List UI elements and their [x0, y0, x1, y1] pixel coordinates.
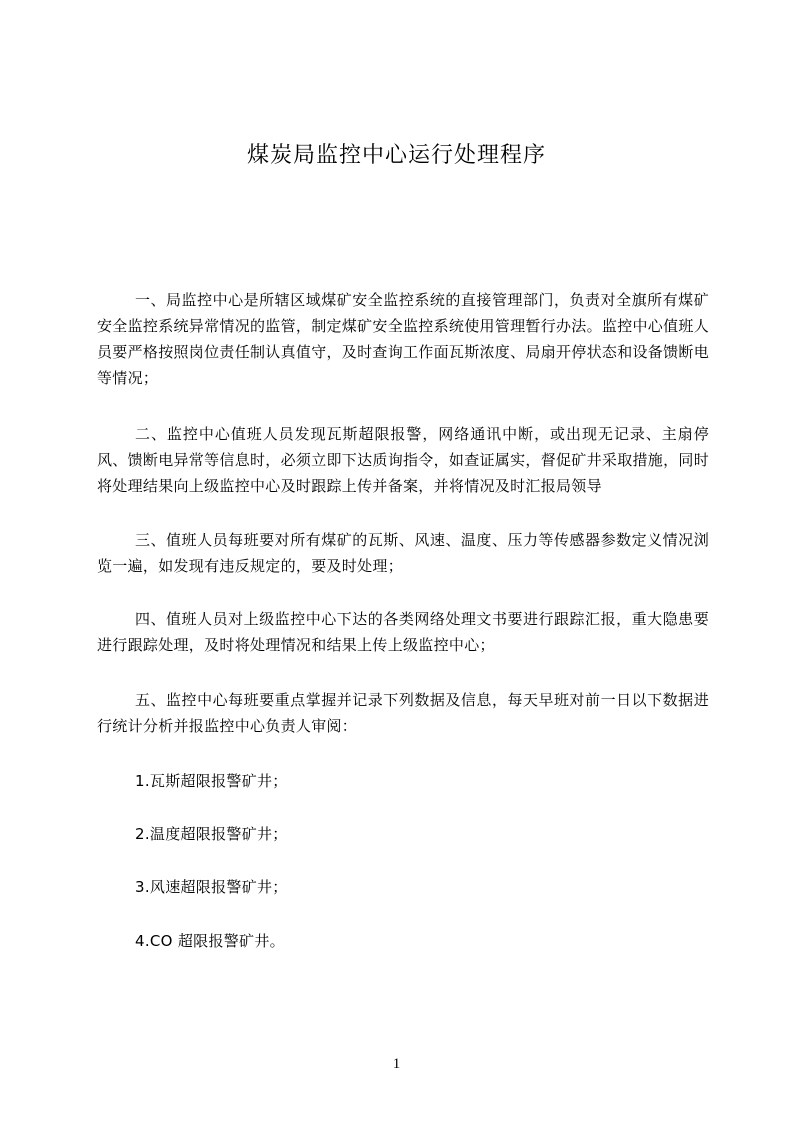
list-item-2: 2.温度超限报警矿井；	[135, 825, 288, 843]
list-item-4: 4.CO 超限报警矿井。	[135, 932, 285, 950]
paragraph-3: 三、值班人员每班要对所有煤矿的瓦斯、风速、温度、压力等传感器参数定义情况浏览一遍，如发现有违反规定的，要及时处理；	[97, 531, 709, 575]
paragraph-1: 一、局监控中心是所辖区域煤矿安全监控系统的直接管理部门，负责对全旗所有煤矿安全监控系统异常情况的监管，制定煤矿安全监控系统使用管理暂行办法。监控中心值班人员要严格按照岗位责任制认真值守，及时查询工作面瓦斯浓度、局扇开停状态和设备馈断电等情况；	[97, 291, 710, 387]
paragraph-5: 五、监控中心每班要重点掌握并记录下列数据及信息，每天早班对前一日以下数据进行统计分析并报监控中心负责人审阅：	[97, 691, 709, 735]
paragraph-2: 二、监控中心值班人员发现瓦斯超限报警，网络通讯中断，或出现无记录、主扇停风、馈断电异常等信息时，必须立即下达质询指令，如查证属实，督促矿井采取措施，同时将处理结果向上级监控中心及时跟踪上传并备案，并将情况及时汇报局领导	[97, 425, 710, 495]
document-title: 煤炭局监控中心运行处理程序	[246, 143, 546, 168]
paragraph-4: 四、值班人员对上级监控中心下达的各类网络处理文书要进行跟踪汇报，重大隐患要进行跟踪处理，及时将处理情况和结果上传上级监控中心；	[97, 610, 709, 654]
page-number: 1	[392, 1056, 401, 1072]
list-item-3: 3.风速超限报警矿井；	[135, 878, 288, 896]
list-item-1: 1.瓦斯超限报警矿井；	[135, 772, 288, 790]
